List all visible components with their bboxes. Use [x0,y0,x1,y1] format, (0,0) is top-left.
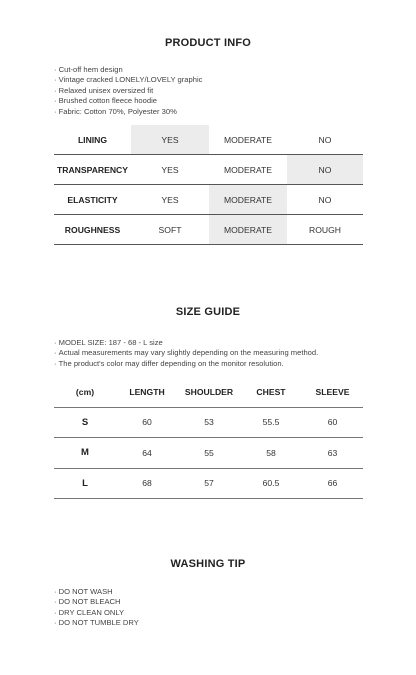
list-item: · DO NOT TUMBLE DRY [54,618,139,628]
list-item: · Vintage cracked LONELY/LOVELY graphic [54,75,202,85]
measurement-cell: 57 [178,468,240,499]
measurement-cell: 55 [178,438,240,469]
product-info-list [54,65,202,117]
property-option: MODERATE [209,125,287,155]
table-row [54,155,363,185]
property-option: YES [131,125,209,155]
property-option: NO [287,185,363,215]
washing-tip-list [54,587,139,629]
table-row [54,215,363,245]
list-item: · Brushed cotton fleece hoodie [54,96,202,106]
list-item: · DO NOT BLEACH [54,597,139,607]
list-item: · The product's color may differ depending on the monitor resolution. [54,359,318,369]
measurement-cell: 68 [116,468,178,499]
column-header: SLEEVE [302,377,363,407]
measurement-cell: 60 [116,407,178,438]
property-option: NO [287,155,363,185]
list-item: · Actual measurements may vary slightly depending on the measuring method. [54,348,318,358]
table-row [54,125,363,155]
size-label: S [54,407,116,438]
column-header: (cm) [54,377,116,407]
measurement-cell: 64 [116,438,178,469]
size-guide-notes [54,338,318,369]
size-label: M [54,438,116,469]
washing-tip-title: WASHING TIP [170,558,246,570]
property-option: MODERATE [209,185,287,215]
property-label: LINING [54,125,131,155]
property-label: ROUGHNESS [54,215,131,245]
property-option: ROUGH [287,215,363,245]
measurement-cell: 60.5 [240,468,302,499]
list-item: · MODEL SIZE: 187 - 68 - L size [54,338,318,348]
property-option: MODERATE [209,155,287,185]
property-option: NO [287,125,363,155]
fabric-properties-table [54,125,363,245]
size-label: L [54,468,116,499]
measurement-cell: 55.5 [240,407,302,438]
list-item: · Relaxed unisex oversized fit [54,86,202,96]
table-row [54,407,363,438]
property-option: YES [131,155,209,185]
property-option: MODERATE [209,215,287,245]
column-header: SHOULDER [178,377,240,407]
property-option: SOFT [131,215,209,245]
table-row [54,438,363,469]
list-item: · DO NOT WASH [54,587,139,597]
product-info-title: PRODUCT INFO [164,37,252,49]
property-label: TRANSPARENCY [54,155,131,185]
list-item: · DRY CLEAN ONLY [54,608,139,618]
column-header: CHEST [240,377,302,407]
measurement-cell: 58 [240,438,302,469]
measurement-cell: 60 [302,407,363,438]
size-table [54,377,363,499]
size-guide-title: SIZE GUIDE [175,306,241,318]
measurement-cell: 53 [178,407,240,438]
property-option: YES [131,185,209,215]
table-header-row [54,377,363,407]
measurement-cell: 66 [302,468,363,499]
measurement-cell: 63 [302,438,363,469]
list-item: · Cut-off hem design [54,65,202,75]
table-row [54,468,363,499]
table-row [54,185,363,215]
column-header: LENGTH [116,377,178,407]
list-item: · Fabric: Cotton 70%, Polyester 30% [54,107,202,117]
property-label: ELASTICITY [54,185,131,215]
